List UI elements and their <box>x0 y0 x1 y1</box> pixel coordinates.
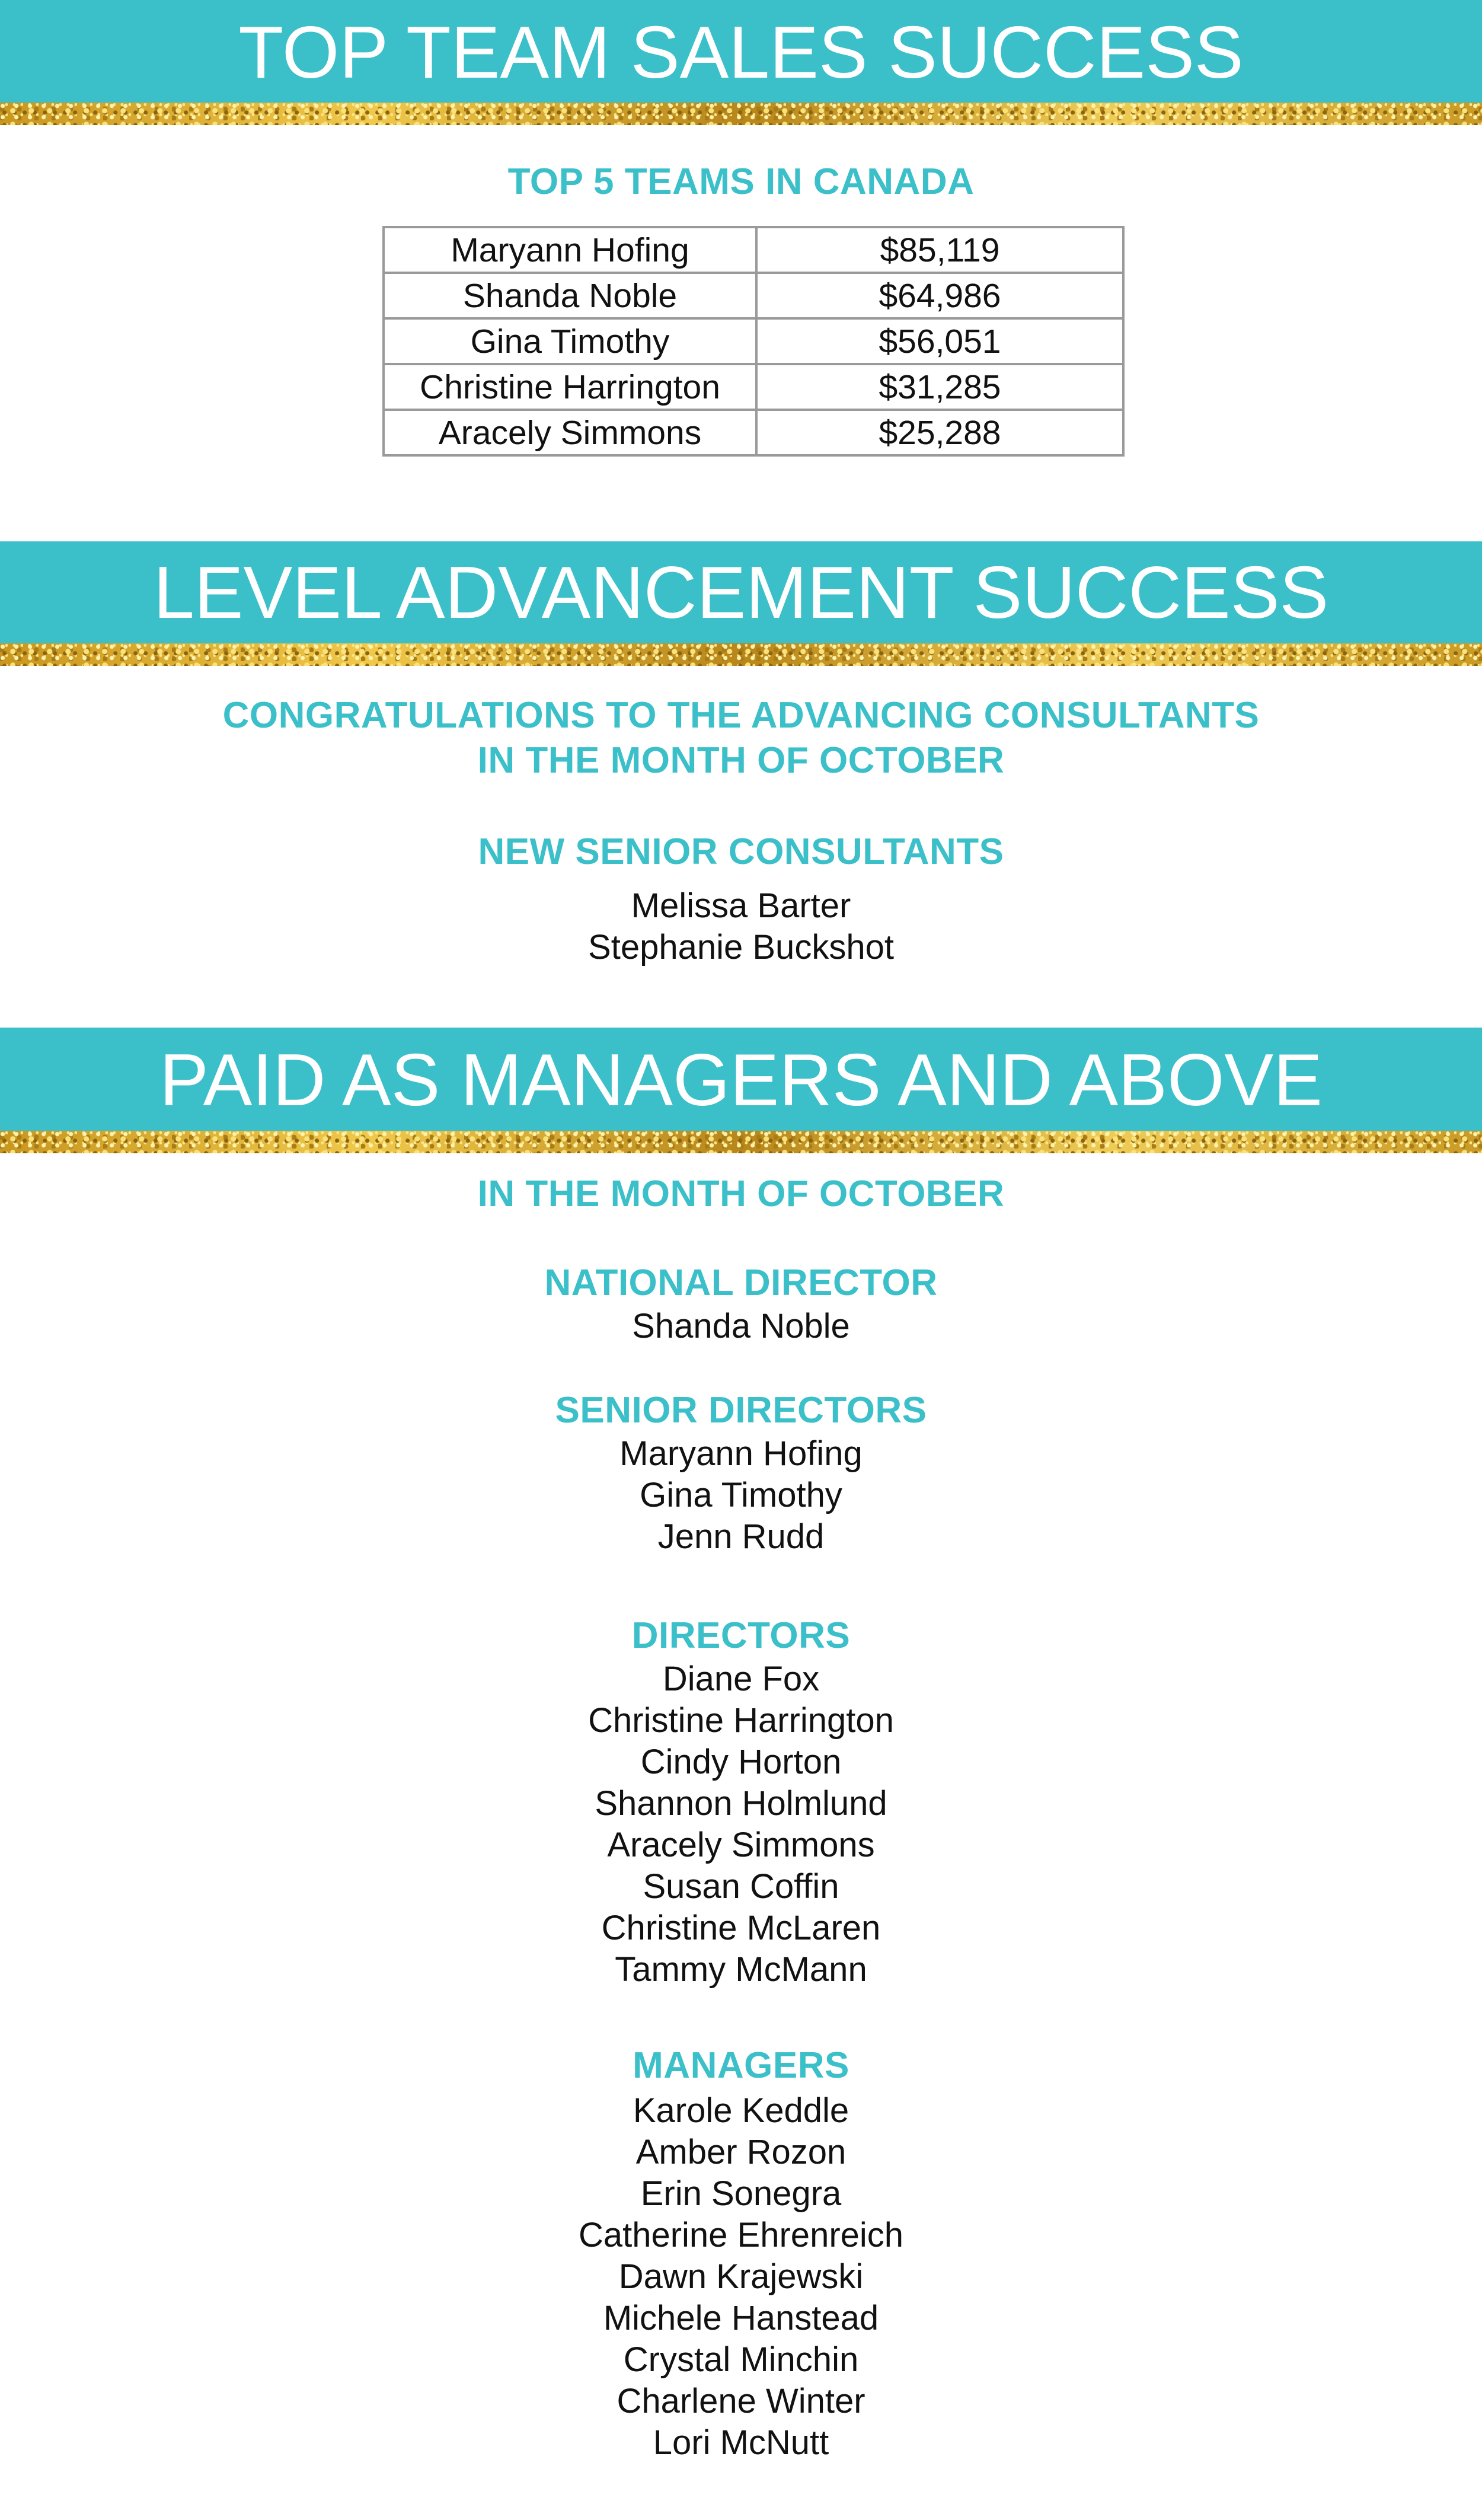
list-item: Melissa Barter <box>631 886 851 925</box>
list-item: Christine McLaren <box>601 1909 881 1947</box>
list-item: Dawn Krajewski <box>618 2257 864 2296</box>
managers-heading: MANAGERS <box>633 2045 849 2086</box>
gold-glitter-divider <box>0 643 1482 666</box>
list-item: Catherine Ehrenreich <box>578 2216 904 2254</box>
congratulations-heading-line2: IN THE MONTH OF OCTOBER <box>477 740 1005 781</box>
list-item: Tammy McMann <box>615 1950 867 1989</box>
list-item: Susan Coffin <box>643 1867 839 1906</box>
team-sales-amount: $56,051 <box>756 318 1123 364</box>
table-row <box>384 273 1123 318</box>
banner-top-team-sales <box>0 0 1482 103</box>
team-leader-name: Shanda Noble <box>384 273 756 318</box>
list-item: Amber Rozon <box>635 2133 847 2171</box>
top-teams-heading: TOP 5 TEAMS IN CANADA <box>507 161 975 202</box>
table-row <box>384 410 1123 455</box>
list-item: Aracely Simmons <box>607 1826 875 1864</box>
team-leader-name: Gina Timothy <box>384 318 756 364</box>
new-senior-consultants-list <box>0 885 1482 968</box>
congratulations-heading-line1: CONGRATULATIONS TO THE ADVANCING CONSULTANTS <box>222 695 1260 736</box>
list-item: Cindy Horton <box>640 1743 842 1781</box>
national-director-list <box>0 1306 1482 1347</box>
top-teams-table <box>382 226 1125 457</box>
gold-glitter-divider <box>0 1131 1482 1153</box>
list-item: Karole Keddle <box>633 2091 849 2130</box>
team-leader-name: Maryann Hofing <box>384 227 756 273</box>
list-item: Erin Sonegra <box>640 2174 842 2213</box>
banner-paid-as-managers <box>0 1028 1482 1131</box>
new-senior-consultants-heading: NEW SENIOR CONSULTANTS <box>478 831 1004 872</box>
team-sales-amount: $31,285 <box>756 364 1123 410</box>
list-item: Jenn Rudd <box>657 1517 825 1556</box>
directors-list <box>0 1658 1482 1991</box>
list-item: Gina Timothy <box>640 1476 842 1514</box>
list-item: Stephanie Buckshot <box>588 928 894 966</box>
list-item: Christine Harrington <box>588 1701 894 1740</box>
list-item: Lori McNutt <box>653 2423 829 2462</box>
managers-list <box>0 2090 1482 2464</box>
banner-title-paid-as-managers: PAID AS MANAGERS AND ABOVE <box>159 1039 1323 1121</box>
team-sales-amount: $25,288 <box>756 410 1123 455</box>
team-leader-name: Christine Harrington <box>384 364 756 410</box>
list-item: Crystal Minchin <box>623 2340 859 2379</box>
directors-heading: DIRECTORS <box>631 1615 851 1656</box>
list-item: Maryann Hofing <box>619 1434 863 1473</box>
table-row <box>384 364 1123 410</box>
banner-title-level-advancement: LEVEL ADVANCEMENT SUCCESS <box>153 552 1329 634</box>
list-item: Charlene Winter <box>617 2382 865 2420</box>
team-leader-name: Aracely Simmons <box>384 410 756 455</box>
table-row <box>384 227 1123 273</box>
list-item: Diane Fox <box>662 1660 820 1698</box>
paid-as-managers-subtitle: IN THE MONTH OF OCTOBER <box>477 1173 1005 1214</box>
table-row <box>384 318 1123 364</box>
list-item: Michele Hanstead <box>603 2299 879 2337</box>
banner-title-top-team-sales: TOP TEAM SALES SUCCESS <box>238 12 1244 94</box>
banner-level-advancement <box>0 541 1482 643</box>
list-item: Shanda Noble <box>632 1307 850 1345</box>
gold-glitter-divider <box>0 103 1482 125</box>
national-director-heading: NATIONAL DIRECTOR <box>544 1262 938 1303</box>
senior-directors-heading: SENIOR DIRECTORS <box>555 1390 927 1431</box>
team-sales-amount: $64,986 <box>756 273 1123 318</box>
senior-directors-list <box>0 1433 1482 1558</box>
team-sales-amount: $85,119 <box>756 227 1123 273</box>
list-item: Shannon Holmlund <box>595 1784 887 1823</box>
